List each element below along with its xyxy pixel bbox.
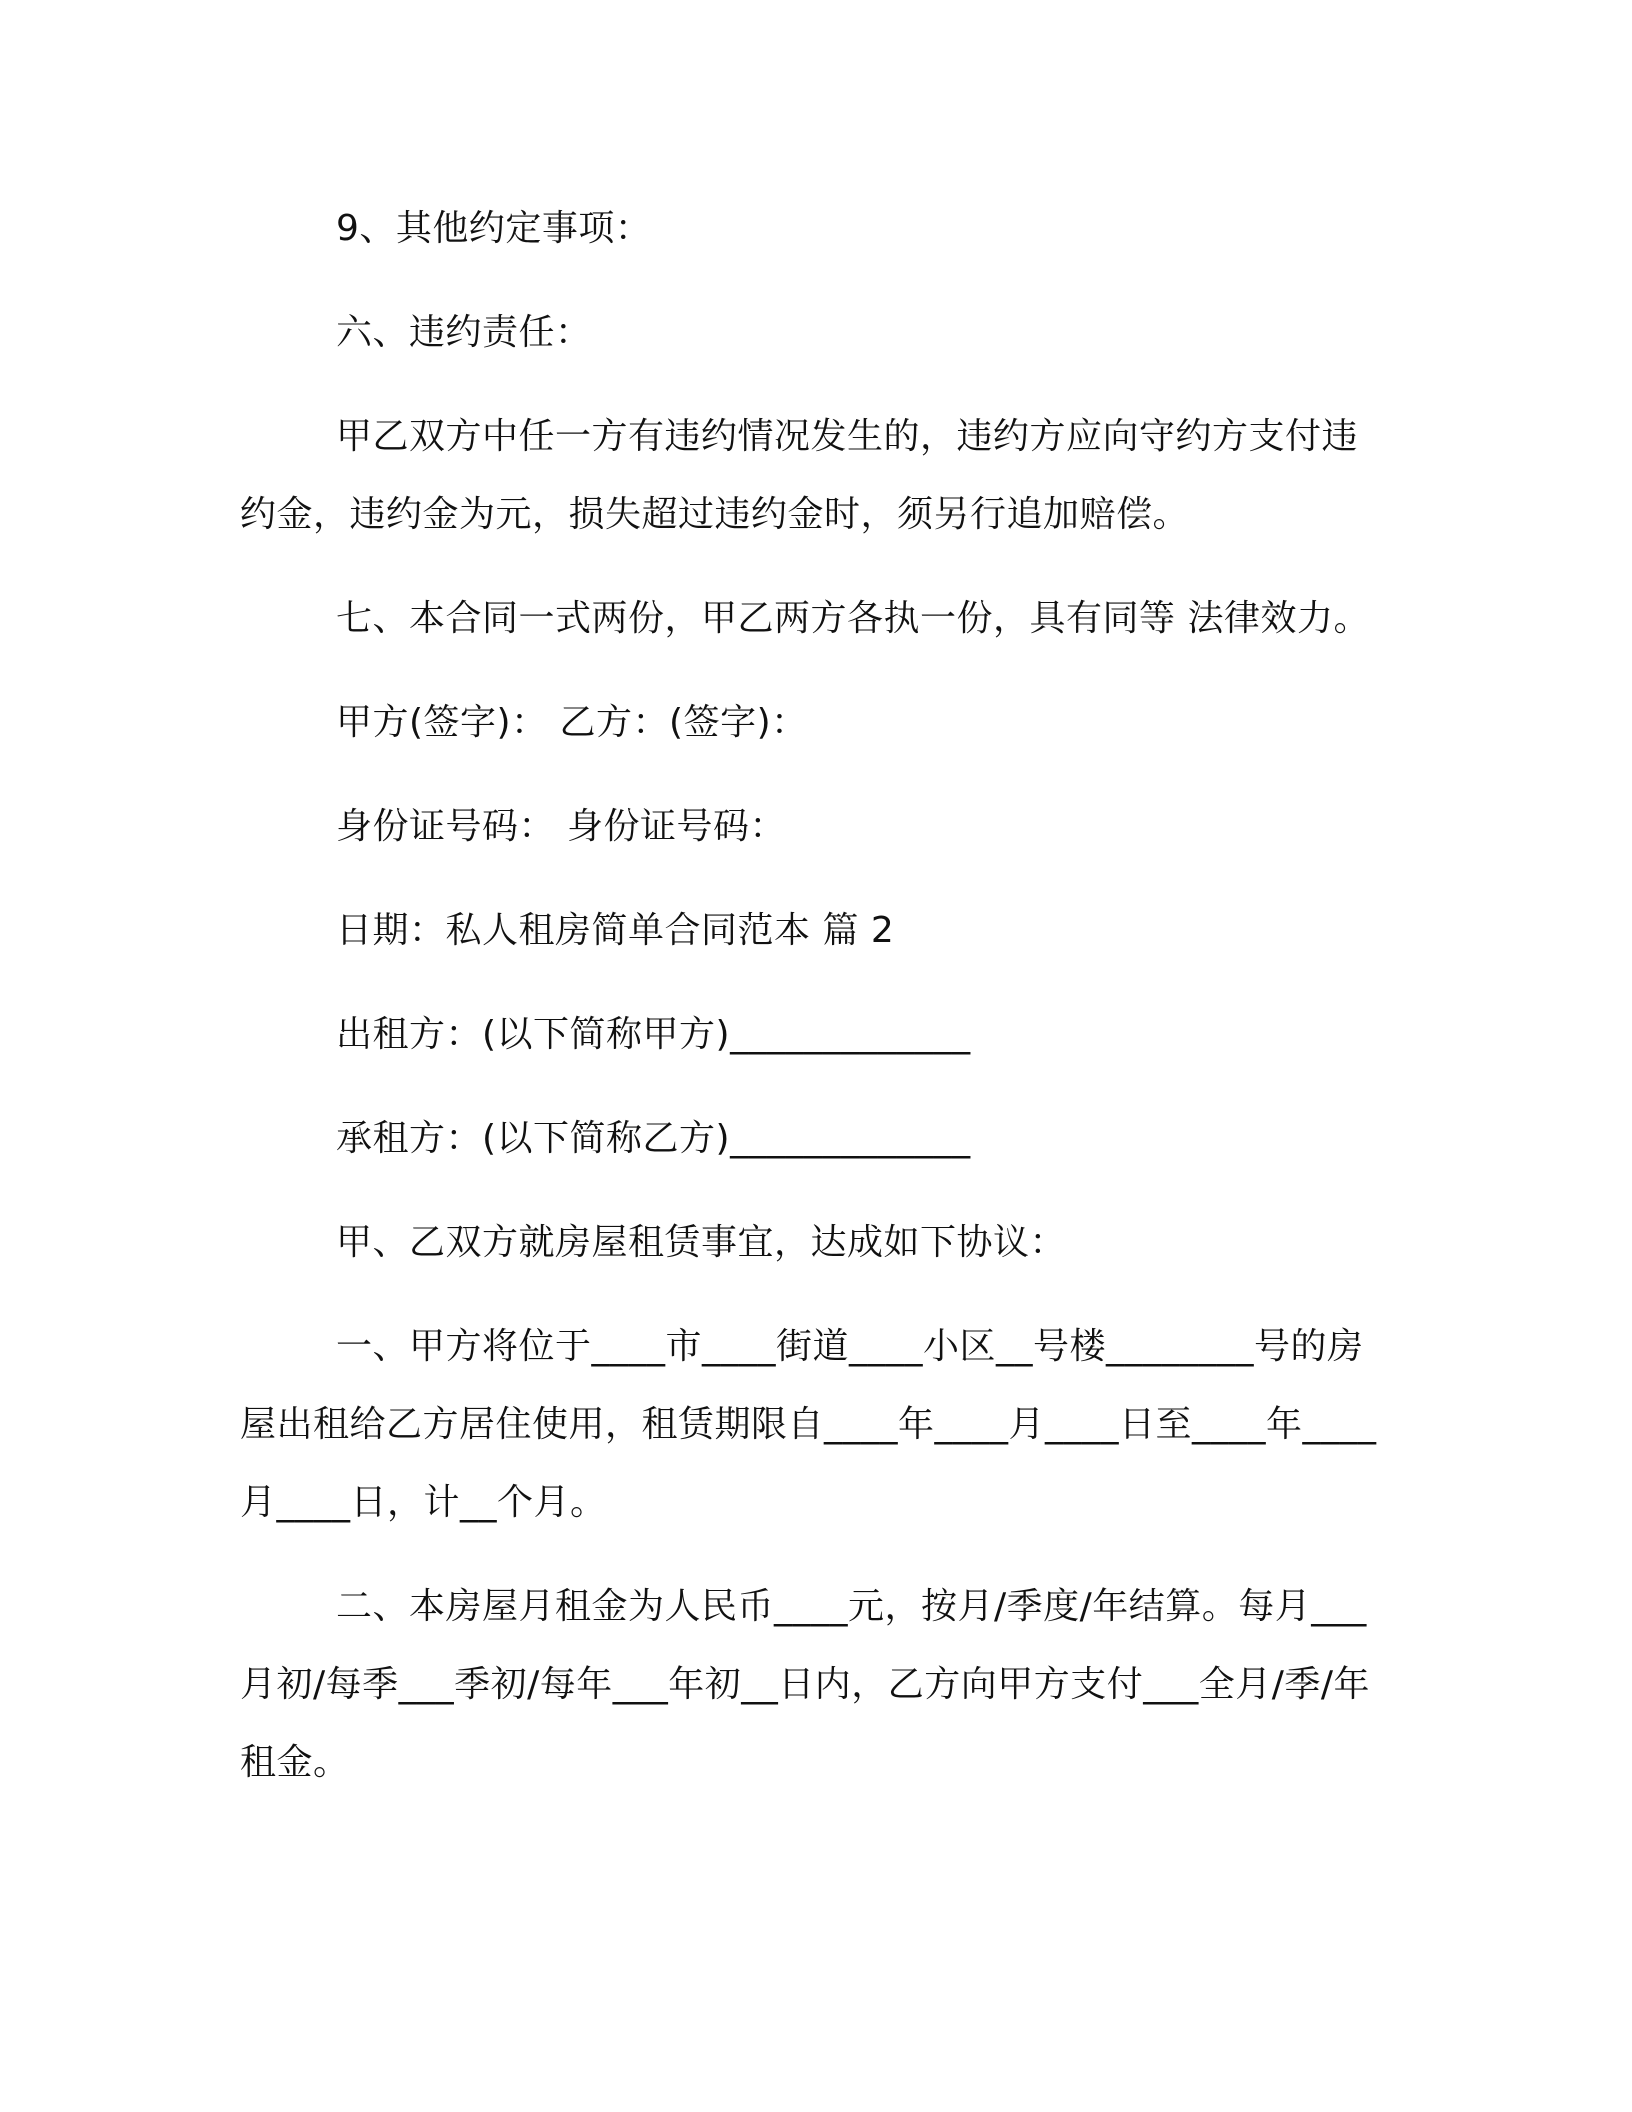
section-7-copies: 七、本合同一式两份，甲乙两方各执一份，具有同等 法律效力。 xyxy=(336,598,1370,639)
clause-1-premises: 一、甲方将位于____市____街道____小区__号楼________号的房屋出租给乙方居住使用，租赁期限自____年____月____日至____年____月____日，计__个月。 xyxy=(240,1326,1377,1523)
clause-2-rent: 二、本房屋月租金为人民币____元，按月/季度/年结算。每月___月初/每季___季初/每年___年初__日内，乙方向甲方支付___全月/季/年租金。 xyxy=(240,1586,1371,1783)
document-page xyxy=(240,190,1390,1828)
date-and-title-line: 日期：私人租房简单合同范本 篇 2 xyxy=(336,910,895,951)
clause-9-other-terms: 9、其他约定事项： xyxy=(336,208,652,249)
lessor-line: 出租方：(以下简称甲方)_____________ xyxy=(336,1014,971,1055)
section-6-body: 甲乙双方中任一方有违约情况发生的，违约方应向守约方支付违约金，违约金为元，损失超过违约金时，须另行追加赔偿。 xyxy=(240,416,1359,535)
section-6-heading: 六、违约责任： xyxy=(336,312,592,353)
id-number-line: 身份证号码： 身份证号码： xyxy=(336,806,786,847)
lessee-line: 承租方：(以下简称乙方)_____________ xyxy=(336,1118,971,1159)
agreement-intro: 甲、乙双方就房屋租赁事宜，达成如下协议： xyxy=(336,1222,1067,1263)
signature-line: 甲方(签字)： 乙方：(签字)： xyxy=(336,702,808,743)
